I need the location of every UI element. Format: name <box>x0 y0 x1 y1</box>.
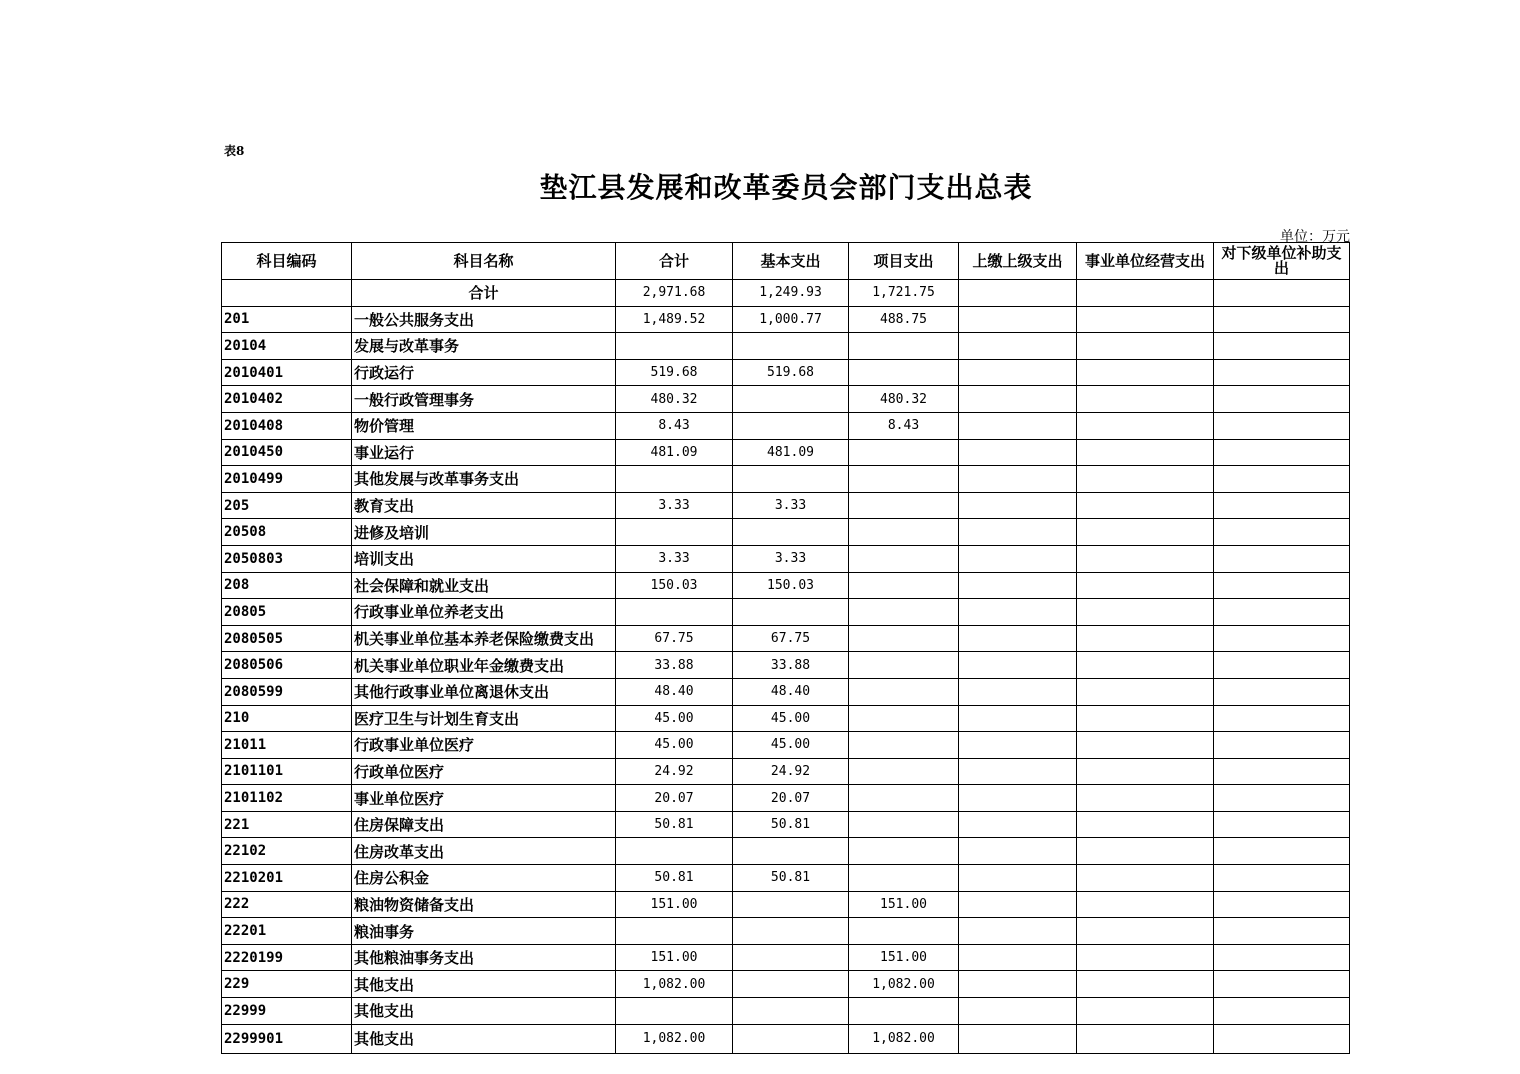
cell-project: 8.43 <box>849 412 959 439</box>
header-name: 科目名称 <box>352 243 616 280</box>
cell-total: 481.09 <box>616 439 733 466</box>
header-project: 项目支出 <box>849 243 959 280</box>
cell-basic <box>733 1024 849 1053</box>
cell-basic <box>733 519 849 546</box>
cell-upper <box>959 306 1077 333</box>
cell-business <box>1077 705 1214 732</box>
header-business: 事业单位经营支出 <box>1077 243 1214 280</box>
cell-business <box>1077 785 1214 812</box>
cell-code: 2080505 <box>222 625 352 652</box>
cell-business <box>1077 758 1214 785</box>
cell-subsidy <box>1214 865 1350 892</box>
table-row <box>222 599 1350 626</box>
table-row <box>222 998 1350 1025</box>
cell-code: 22102 <box>222 838 352 865</box>
cell-business <box>1077 625 1214 652</box>
cell-upper <box>959 599 1077 626</box>
cell-project <box>849 492 959 519</box>
cell-subsidy <box>1214 466 1350 493</box>
cell-code: 2101102 <box>222 785 352 812</box>
cell-total: 45.00 <box>616 705 733 732</box>
cell-project <box>849 572 959 599</box>
cell-subsidy <box>1214 599 1350 626</box>
cell-code: 2220199 <box>222 944 352 971</box>
cell-code: 2080506 <box>222 652 352 679</box>
table-row <box>222 891 1350 918</box>
cell-project <box>849 625 959 652</box>
cell-subsidy <box>1214 439 1350 466</box>
cell-name: 行政事业单位医疗 <box>352 732 616 759</box>
header-row <box>222 243 1350 280</box>
cell-name: 物价管理 <box>352 412 616 439</box>
cell-total: 50.81 <box>616 811 733 838</box>
cell-basic <box>733 599 849 626</box>
cell-name: 事业运行 <box>352 439 616 466</box>
cell-total: 480.32 <box>616 386 733 413</box>
cell-business <box>1077 545 1214 572</box>
cell-upper <box>959 625 1077 652</box>
cell-name: 其他发展与改革事务支出 <box>352 466 616 493</box>
cell-code: 201 <box>222 306 352 333</box>
cell-basic: 519.68 <box>733 359 849 386</box>
cell-basic: 3.33 <box>733 492 849 519</box>
cell-name: 发展与改革事务 <box>352 333 616 360</box>
cell-business <box>1077 652 1214 679</box>
table-number: 表8 <box>224 144 245 158</box>
cell-total <box>616 918 733 945</box>
cell-upper <box>959 386 1077 413</box>
table-row <box>222 732 1350 759</box>
cell-business <box>1077 492 1214 519</box>
cell-upper <box>959 519 1077 546</box>
cell-basic: 20.07 <box>733 785 849 812</box>
cell-total: 20.07 <box>616 785 733 812</box>
cell-business <box>1077 811 1214 838</box>
cell-project <box>849 466 959 493</box>
cell-basic: 150.03 <box>733 572 849 599</box>
unit-label: 单位：万元 <box>1280 229 1350 245</box>
cell-basic <box>733 412 849 439</box>
cell-subsidy <box>1214 998 1350 1025</box>
cell-business <box>1077 519 1214 546</box>
table-row <box>222 386 1350 413</box>
table-row <box>222 1024 1350 1053</box>
cell-subsidy <box>1214 359 1350 386</box>
cell-upper <box>959 359 1077 386</box>
cell-subsidy <box>1214 572 1350 599</box>
cell-basic: 50.81 <box>733 811 849 838</box>
cell-project: 1,082.00 <box>849 1024 959 1053</box>
table-row <box>222 359 1350 386</box>
cell-project <box>849 758 959 785</box>
cell-code: 2010401 <box>222 359 352 386</box>
cell-name: 机关事业单位职业年金缴费支出 <box>352 652 616 679</box>
cell-basic <box>733 998 849 1025</box>
table-row <box>222 944 1350 971</box>
cell-basic: 33.88 <box>733 652 849 679</box>
cell-project <box>849 865 959 892</box>
table-row <box>222 572 1350 599</box>
cell-business <box>1077 306 1214 333</box>
cell-project <box>849 678 959 705</box>
cell-total <box>616 466 733 493</box>
cell-total: 33.88 <box>616 652 733 679</box>
cell-subsidy <box>1214 678 1350 705</box>
cell-basic <box>733 944 849 971</box>
cell-basic: 67.75 <box>733 625 849 652</box>
cell-subsidy <box>1214 971 1350 998</box>
cell-upper <box>959 466 1077 493</box>
cell-subsidy <box>1214 705 1350 732</box>
cell-total: 519.68 <box>616 359 733 386</box>
table-row <box>222 519 1350 546</box>
cell-subsidy <box>1214 732 1350 759</box>
cell-business <box>1077 732 1214 759</box>
cell-project <box>849 785 959 812</box>
table-row <box>222 439 1350 466</box>
table-row <box>222 492 1350 519</box>
cell-project <box>849 519 959 546</box>
cell-upper <box>959 412 1077 439</box>
cell-business <box>1077 572 1214 599</box>
cell-total: 48.40 <box>616 678 733 705</box>
cell-name: 事业单位医疗 <box>352 785 616 812</box>
cell-total: 3.33 <box>616 492 733 519</box>
header-basic: 基本支出 <box>733 243 849 280</box>
cell-code: 2050803 <box>222 545 352 572</box>
cell-code: 21011 <box>222 732 352 759</box>
cell-name: 社会保障和就业支出 <box>352 572 616 599</box>
cell-code: 2101101 <box>222 758 352 785</box>
cell-subsidy <box>1214 811 1350 838</box>
cell-upper <box>959 280 1077 307</box>
cell-name: 其他行政事业单位离退休支出 <box>352 678 616 705</box>
cell-subsidy <box>1214 652 1350 679</box>
cell-project <box>849 359 959 386</box>
cell-code: 20805 <box>222 599 352 626</box>
cell-upper <box>959 758 1077 785</box>
table-row <box>222 333 1350 360</box>
cell-business <box>1077 386 1214 413</box>
cell-upper <box>959 944 1077 971</box>
cell-code: 22999 <box>222 998 352 1025</box>
cell-project <box>849 333 959 360</box>
cell-upper <box>959 732 1077 759</box>
cell-basic: 45.00 <box>733 732 849 759</box>
cell-subsidy <box>1214 758 1350 785</box>
cell-project <box>849 732 959 759</box>
cell-business <box>1077 1024 1214 1053</box>
cell-business <box>1077 439 1214 466</box>
cell-business <box>1077 918 1214 945</box>
cell-business <box>1077 280 1214 307</box>
cell-total: 151.00 <box>616 891 733 918</box>
cell-business <box>1077 333 1214 360</box>
cell-project: 1,082.00 <box>849 971 959 998</box>
cell-subsidy <box>1214 412 1350 439</box>
cell-total: 1,082.00 <box>616 1024 733 1053</box>
table-row <box>222 758 1350 785</box>
cell-name: 粮油事务 <box>352 918 616 945</box>
cell-code: 2010450 <box>222 439 352 466</box>
cell-project: 151.00 <box>849 944 959 971</box>
header-total: 合计 <box>616 243 733 280</box>
cell-basic: 481.09 <box>733 439 849 466</box>
cell-basic <box>733 466 849 493</box>
cell-basic <box>733 838 849 865</box>
cell-code: 2010499 <box>222 466 352 493</box>
header-subsidy: 对下级单位补助支出 <box>1214 243 1350 280</box>
cell-basic <box>733 386 849 413</box>
table-row <box>222 545 1350 572</box>
cell-total <box>616 838 733 865</box>
cell-code: 20104 <box>222 333 352 360</box>
table-row <box>222 865 1350 892</box>
cell-basic <box>733 971 849 998</box>
cell-code: 210 <box>222 705 352 732</box>
cell-basic: 45.00 <box>733 705 849 732</box>
cell-basic: 50.81 <box>733 865 849 892</box>
cell-business <box>1077 599 1214 626</box>
cell-project: 488.75 <box>849 306 959 333</box>
cell-total: 1,082.00 <box>616 971 733 998</box>
cell-subsidy <box>1214 280 1350 307</box>
table-row <box>222 785 1350 812</box>
cell-upper <box>959 439 1077 466</box>
cell-upper <box>959 891 1077 918</box>
cell-total: 151.00 <box>616 944 733 971</box>
cell-total: 2,971.68 <box>616 280 733 307</box>
cell-name: 其他粮油事务支出 <box>352 944 616 971</box>
cell-name: 一般公共服务支出 <box>352 306 616 333</box>
table-row <box>222 412 1350 439</box>
cell-code: 208 <box>222 572 352 599</box>
cell-project <box>849 705 959 732</box>
cell-total <box>616 998 733 1025</box>
cell-code: 221 <box>222 811 352 838</box>
cell-name: 其他支出 <box>352 998 616 1025</box>
cell-subsidy <box>1214 519 1350 546</box>
cell-business <box>1077 838 1214 865</box>
cell-project: 151.00 <box>849 891 959 918</box>
table-row <box>222 466 1350 493</box>
table-row <box>222 705 1350 732</box>
table-row <box>222 971 1350 998</box>
cell-upper <box>959 545 1077 572</box>
cell-name: 合计 <box>352 280 616 307</box>
cell-total: 67.75 <box>616 625 733 652</box>
cell-project: 480.32 <box>849 386 959 413</box>
cell-project <box>849 599 959 626</box>
cell-code <box>222 280 352 307</box>
cell-total: 45.00 <box>616 732 733 759</box>
cell-subsidy <box>1214 918 1350 945</box>
cell-total: 150.03 <box>616 572 733 599</box>
cell-basic <box>733 918 849 945</box>
expenditure-table <box>221 242 1350 1054</box>
cell-upper <box>959 918 1077 945</box>
cell-code: 2210201 <box>222 865 352 892</box>
cell-total: 24.92 <box>616 758 733 785</box>
cell-upper <box>959 678 1077 705</box>
cell-subsidy <box>1214 386 1350 413</box>
cell-business <box>1077 466 1214 493</box>
cell-code: 2010408 <box>222 412 352 439</box>
cell-upper <box>959 865 1077 892</box>
cell-name: 医疗卫生与计划生育支出 <box>352 705 616 732</box>
table-row <box>222 678 1350 705</box>
cell-subsidy <box>1214 838 1350 865</box>
cell-basic <box>733 891 849 918</box>
cell-project <box>849 838 959 865</box>
cell-upper <box>959 811 1077 838</box>
cell-name: 其他支出 <box>352 1024 616 1053</box>
header-code: 科目编码 <box>222 243 352 280</box>
cell-project <box>849 998 959 1025</box>
cell-subsidy <box>1214 1024 1350 1053</box>
cell-project <box>849 918 959 945</box>
cell-total: 8.43 <box>616 412 733 439</box>
cell-total <box>616 333 733 360</box>
cell-upper <box>959 572 1077 599</box>
cell-subsidy <box>1214 625 1350 652</box>
cell-business <box>1077 359 1214 386</box>
cell-upper <box>959 838 1077 865</box>
cell-subsidy <box>1214 891 1350 918</box>
table-row <box>222 625 1350 652</box>
cell-upper <box>959 785 1077 812</box>
cell-business <box>1077 998 1214 1025</box>
cell-basic: 24.92 <box>733 758 849 785</box>
cell-name: 住房改革支出 <box>352 838 616 865</box>
cell-subsidy <box>1214 306 1350 333</box>
cell-total: 50.81 <box>616 865 733 892</box>
table-row <box>222 652 1350 679</box>
cell-total <box>616 599 733 626</box>
cell-subsidy <box>1214 545 1350 572</box>
cell-code: 205 <box>222 492 352 519</box>
cell-basic <box>733 333 849 360</box>
cell-name: 其他支出 <box>352 971 616 998</box>
cell-name: 粮油物资储备支出 <box>352 891 616 918</box>
cell-subsidy <box>1214 333 1350 360</box>
cell-code: 2080599 <box>222 678 352 705</box>
cell-business <box>1077 412 1214 439</box>
cell-business <box>1077 865 1214 892</box>
cell-code: 20508 <box>222 519 352 546</box>
cell-total <box>616 519 733 546</box>
cell-subsidy <box>1214 785 1350 812</box>
cell-code: 229 <box>222 971 352 998</box>
cell-business <box>1077 678 1214 705</box>
cell-subsidy <box>1214 492 1350 519</box>
table-row <box>222 811 1350 838</box>
cell-upper <box>959 971 1077 998</box>
cell-upper <box>959 1024 1077 1053</box>
cell-upper <box>959 652 1077 679</box>
total-row <box>222 280 1350 307</box>
page-title: 垫江县发展和改革委员会部门支出总表 <box>539 171 1033 204</box>
cell-basic: 48.40 <box>733 678 849 705</box>
cell-project <box>849 652 959 679</box>
cell-business <box>1077 891 1214 918</box>
cell-name: 进修及培训 <box>352 519 616 546</box>
cell-total: 1,489.52 <box>616 306 733 333</box>
cell-upper <box>959 705 1077 732</box>
cell-business <box>1077 971 1214 998</box>
header-upper: 上缴上级支出 <box>959 243 1077 280</box>
cell-basic: 3.33 <box>733 545 849 572</box>
cell-code: 2299901 <box>222 1024 352 1053</box>
cell-business <box>1077 944 1214 971</box>
cell-upper <box>959 492 1077 519</box>
cell-name: 行政单位医疗 <box>352 758 616 785</box>
cell-code: 222 <box>222 891 352 918</box>
cell-upper <box>959 998 1077 1025</box>
cell-basic: 1,249.93 <box>733 280 849 307</box>
table-row <box>222 838 1350 865</box>
cell-subsidy <box>1214 944 1350 971</box>
cell-total: 3.33 <box>616 545 733 572</box>
cell-name: 行政运行 <box>352 359 616 386</box>
cell-name: 行政事业单位养老支出 <box>352 599 616 626</box>
cell-name: 住房公积金 <box>352 865 616 892</box>
cell-project: 1,721.75 <box>849 280 959 307</box>
cell-upper <box>959 333 1077 360</box>
cell-name: 住房保障支出 <box>352 811 616 838</box>
cell-project <box>849 811 959 838</box>
table-row <box>222 306 1350 333</box>
cell-name: 教育支出 <box>352 492 616 519</box>
cell-basic: 1,000.77 <box>733 306 849 333</box>
table-row <box>222 918 1350 945</box>
cell-name: 机关事业单位基本养老保险缴费支出 <box>352 625 616 652</box>
cell-name: 培训支出 <box>352 545 616 572</box>
cell-project <box>849 439 959 466</box>
cell-name: 一般行政管理事务 <box>352 386 616 413</box>
cell-project <box>849 545 959 572</box>
cell-code: 22201 <box>222 918 352 945</box>
cell-code: 2010402 <box>222 386 352 413</box>
